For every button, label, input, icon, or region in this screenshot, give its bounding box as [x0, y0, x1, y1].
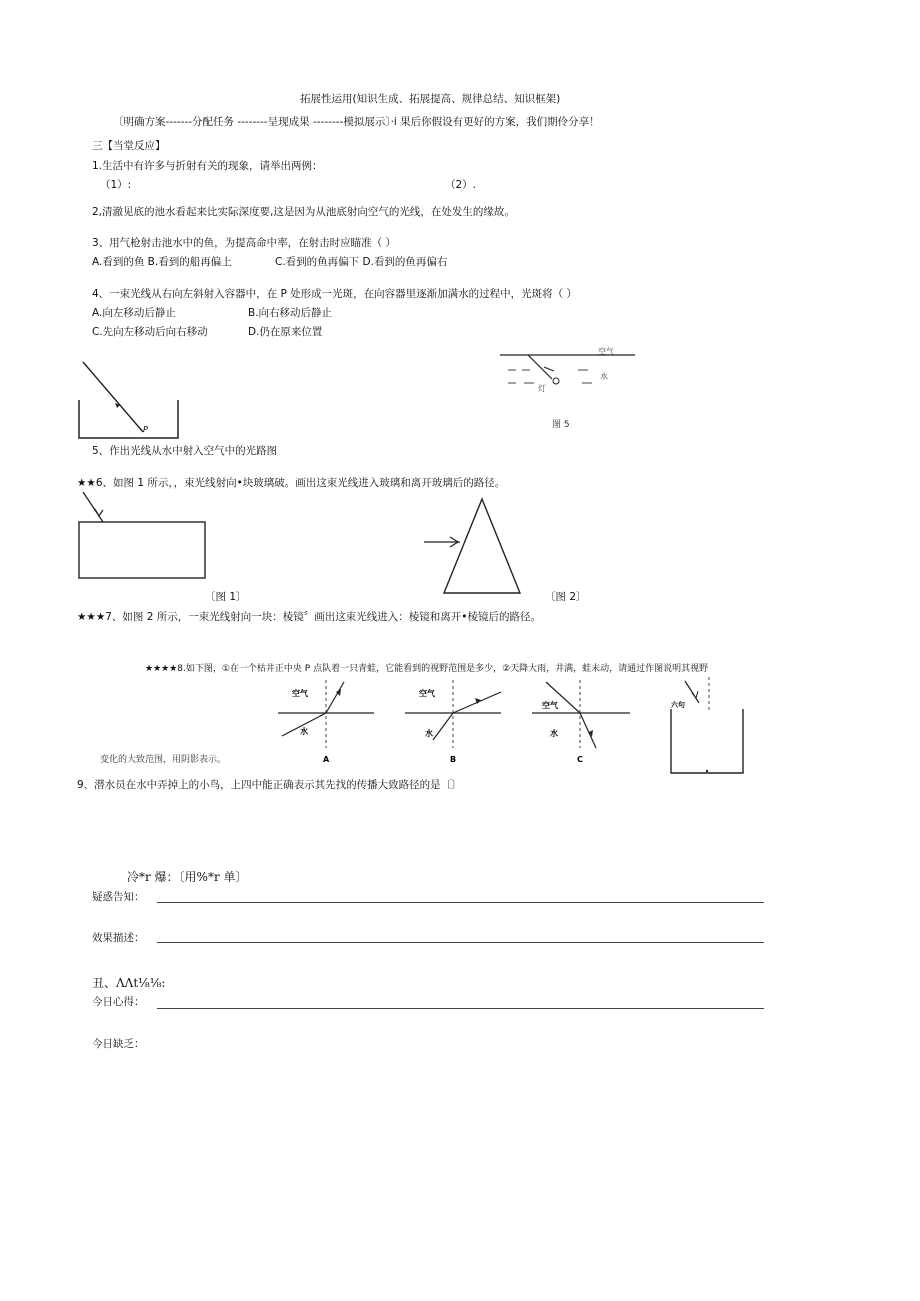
- option-b-diagram: [405, 678, 505, 768]
- q3-options-ab: A.看到的鱼 B.看到的船再偏上: [92, 256, 232, 268]
- well-diagram: [665, 675, 750, 775]
- option-b-label: B: [450, 755, 457, 764]
- q8-text-continued: 变化的大致范围，用阴影表示。: [100, 755, 227, 765]
- option-b-water: 水: [425, 729, 433, 738]
- figure-5: [500, 345, 640, 435]
- fig5-air-label: 空气: [598, 347, 614, 356]
- option-a-air: 空气: [292, 689, 308, 698]
- figure-1-caption: 〔图 1〕: [205, 591, 247, 603]
- option-c-label: C: [577, 755, 583, 764]
- page-title: 拓展性运用(知识生成、拓展提高、规律总结、知识框架): [300, 93, 561, 105]
- q4-option-a: A.向左移动后静止: [92, 307, 176, 319]
- section5-heading: 丑、ΛΛt⅛⅛:: [92, 976, 166, 990]
- option-c-air: 空气: [542, 701, 558, 710]
- option-b-air: 空气: [419, 689, 435, 698]
- q4-option-c: C.先向左移动后向右移动: [92, 326, 208, 338]
- option-a-label: A: [323, 755, 330, 764]
- q8-text: ★★★★8.如下图，①在一个枯井正中央 P 点队着一只青蛙，它能看到的视野范围是多少，②天降大雨，井满，蛙未动，请通过作图说明其视野: [145, 664, 709, 674]
- effect-label: 效果描述：: [92, 932, 145, 944]
- q1-blank2: （2）.: [445, 179, 477, 191]
- q3-text: 3、用气枪射击池水中的鱼，为提高命中率，在射击时应瞄准（ ）: [92, 237, 397, 249]
- doubt-answer-line[interactable]: [157, 902, 764, 903]
- fig5-water-label: 水: [600, 372, 608, 381]
- q5-text: 5、作出光线从水中射入空气中的光路图: [92, 445, 278, 457]
- well-label: 六句: [671, 701, 685, 709]
- figure-1-glass-block: [75, 490, 210, 582]
- today-gain-answer-line[interactable]: [157, 1008, 764, 1009]
- today-gain-label: 今日心得：: [92, 996, 145, 1008]
- option-c-diagram: [532, 678, 632, 768]
- container-figure: [75, 358, 190, 443]
- fig5-lamp-label: 灯: [538, 384, 546, 393]
- q1-text: 1.生活中有许多与折射有关的现象，请举出两例：: [92, 160, 323, 172]
- section4-heading: 冷*r 爆：〔用%*r 单〕: [127, 870, 248, 884]
- q4-text: 4、一束光线从右向左斜射入容器中，在 P 处形成一光斑，在向容器里逐渐加满水的过程中，光斑将（ ）: [92, 288, 578, 300]
- option-c-water: 水: [550, 729, 558, 738]
- q9-text: 9、潜水员在水中弄掉上的小鸟，上四中能正确表示其先找的传播大致路径的是〔〕: [77, 779, 462, 791]
- q7-text: ★★★7、如图 2 所示，一束光线射向一块：棱镜〞画出这束光线进入：棱镜和离开•棱镜后的路径。: [77, 611, 541, 623]
- q4-option-b: B.向右移动后静止: [248, 307, 333, 319]
- section3-heading: 三【当堂反应】: [92, 140, 166, 152]
- q3-options-cd: C.看到的鱼再偏下 D.看到的鱼再偏右: [275, 256, 448, 268]
- figure-2-prism: [420, 495, 525, 597]
- effect-answer-line[interactable]: [157, 942, 764, 943]
- q4-option-d: D.仍在原来位置: [248, 326, 323, 338]
- doubt-label: 疑惑告知：: [92, 891, 145, 903]
- q1-blank1: （1）:: [100, 179, 132, 191]
- p-point-label: P: [143, 425, 148, 434]
- option-a-water: 水: [300, 727, 308, 736]
- q6-text: ★★6、如图 1 所示，，束光线射向•块玻璃破。画出这束光线进入玻璃和离开玻璃后的路径。: [77, 477, 506, 489]
- q2-text: 2,清澈见底的池水看起来比实际深度要,这是因为从池底射向空气的光线，在处发生的缘故。: [92, 206, 515, 218]
- figure-2-caption: 〔图 2〕: [545, 591, 587, 603]
- today-lack-label: 今日缺乏：: [92, 1038, 145, 1050]
- option-a-diagram: [278, 678, 378, 768]
- fig5-caption: 图 5: [552, 420, 570, 430]
- page-subtitle: 〔明确方案-------分配任务 --------呈现成果 --------模拟展示〕·i 果后你假设有更好的方案，我们期伶分享！: [113, 116, 600, 128]
